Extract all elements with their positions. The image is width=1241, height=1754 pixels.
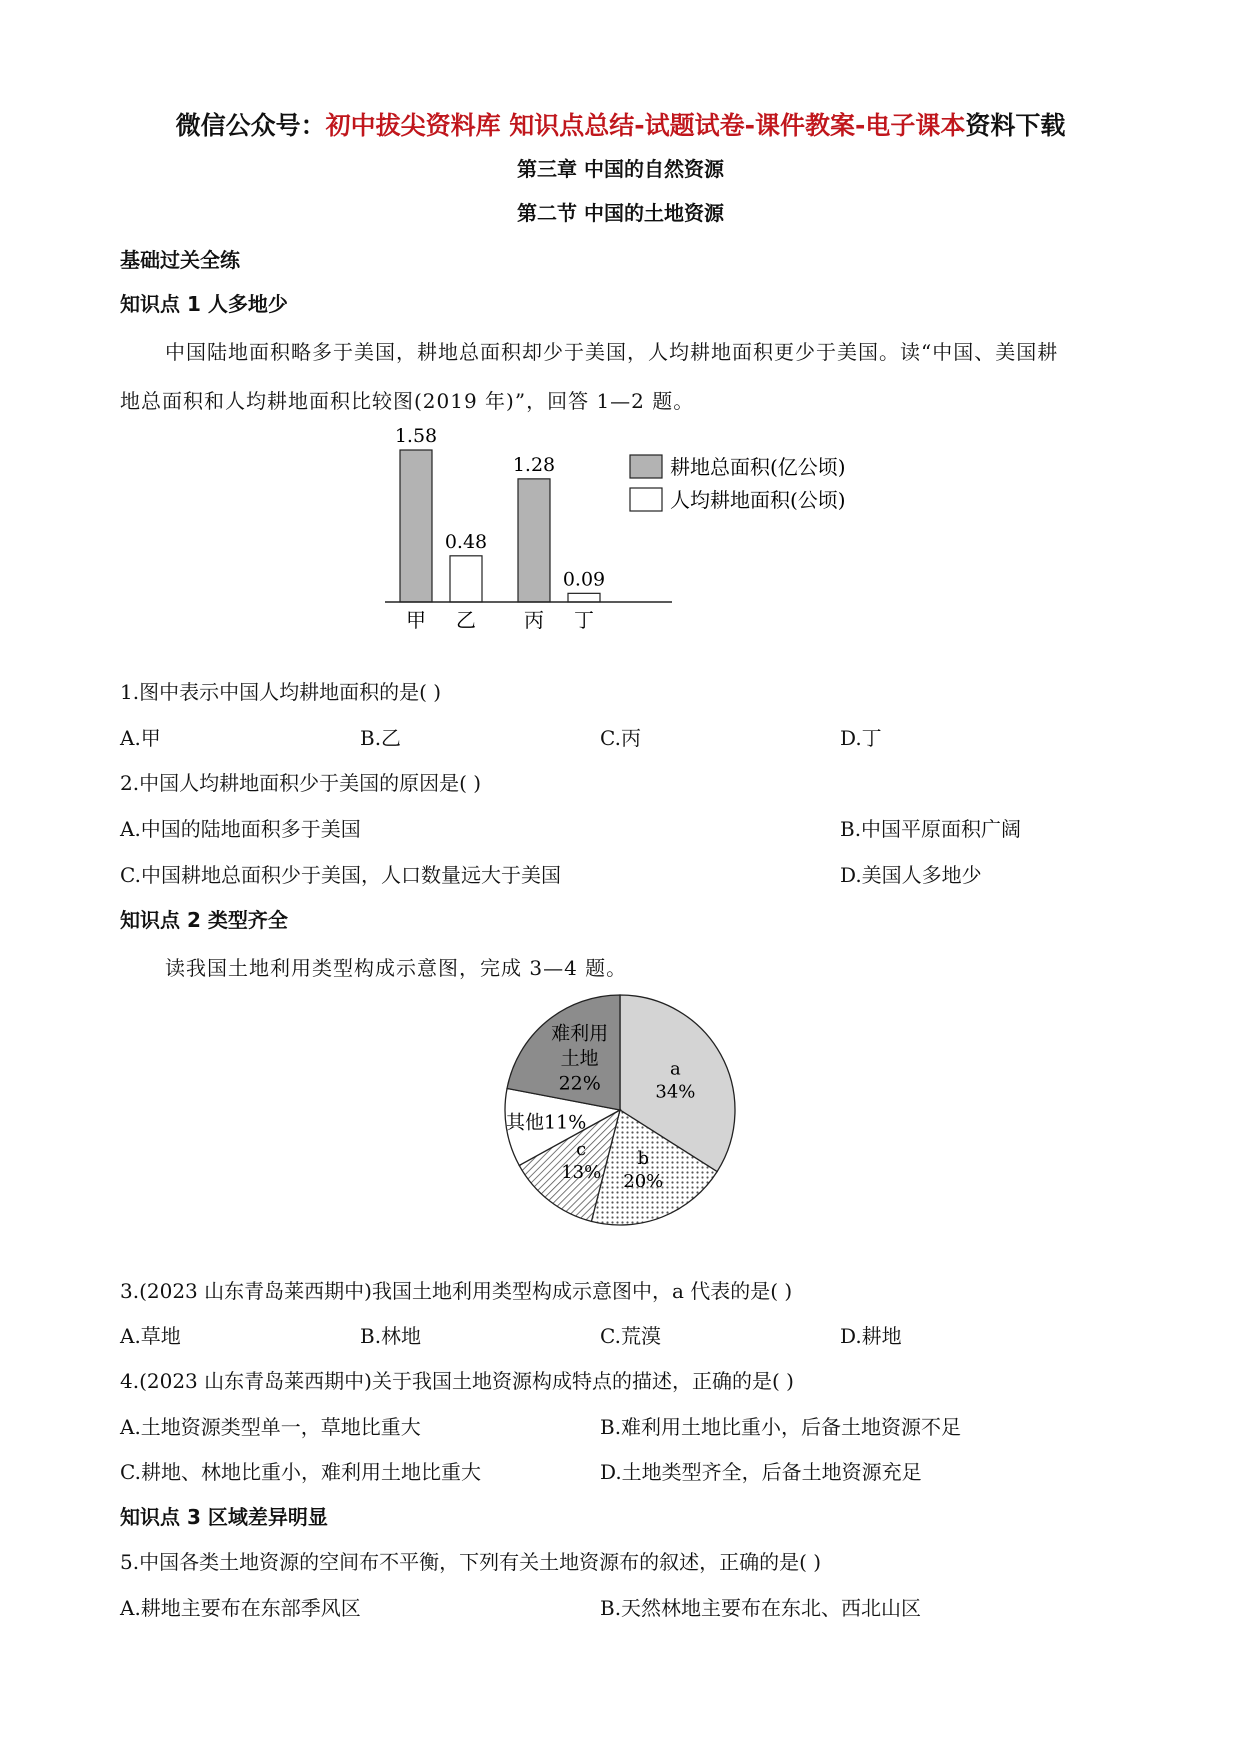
q2-option-b[interactable]: B.中国平原面积广阔	[840, 817, 1022, 841]
bar-category-label: 丙	[524, 608, 544, 632]
q3-option-b[interactable]: B.林地	[360, 1324, 422, 1348]
q4-option-b[interactable]: B.难利用土地比重小，后备土地资源不足	[600, 1415, 962, 1439]
q4-option-d[interactable]: D.土地类型齐全，后备土地资源充足	[600, 1460, 922, 1484]
bar-value-label: 1.28	[512, 453, 556, 476]
q1-option-c[interactable]: C.丙	[600, 726, 641, 750]
kp2-title: 知识点 2 类型齐全	[120, 908, 288, 932]
pie-label-letter: b	[637, 1147, 650, 1169]
bar-3	[518, 479, 550, 602]
pie-label-percent: 34%	[655, 1081, 696, 1103]
practice-title: 基础过关全练	[120, 248, 240, 272]
pie-label-name: 难利用	[551, 1022, 609, 1045]
legend-label-percapita: 人均耕地面积(公顷)	[670, 488, 846, 512]
bar-chart-bars	[395, 425, 605, 632]
bar-1	[400, 450, 432, 602]
header-prefix: 微信公众号：	[175, 111, 326, 140]
bar-value-label: 1.58	[394, 425, 438, 447]
bar-category-label: 乙	[456, 608, 476, 632]
pie-label-letter: a	[670, 1058, 681, 1080]
kp1-intro-line1: 中国陆地面积略多于美国，耕地总面积却少于美国，人均耕地面积更少于美国。读“中国、美国耕	[165, 340, 1059, 364]
pie-label-other: 其他11%	[506, 1111, 587, 1134]
bar-category-label: 甲	[406, 608, 426, 632]
legend-label-total: 耕地总面积(亿公顷)	[670, 455, 846, 479]
q5-option-a[interactable]: A.耕地主要布在东部季风区	[120, 1596, 361, 1620]
kp1-intro-line2: 地总面积和人均耕地面积比较图(2019 年)”，回答 1—2 题。	[120, 389, 695, 413]
q5-stem: 5.中国各类土地资源的空间布不平衡，下列有关土地资源布的叙述，正确的是( )	[120, 1550, 822, 1574]
bar-value-label: 0.09	[562, 568, 606, 591]
q3-option-a[interactable]: A.草地	[120, 1324, 181, 1348]
q3-option-c[interactable]: C.荒漠	[600, 1324, 661, 1348]
kp1-title: 知识点 1 人多地少	[120, 292, 288, 316]
q5-option-b[interactable]: B.天然林地主要布在东北、西北山区	[600, 1596, 922, 1620]
bar-value-label: 0.48	[444, 530, 488, 553]
pie-chart	[495, 985, 745, 1235]
pie-label-percent: 22%	[558, 1072, 601, 1095]
pie-label-name: 土地	[560, 1047, 599, 1070]
header-suffix: 资料下载	[965, 111, 1066, 140]
page-header	[0, 106, 1241, 142]
q4-stem: 4.(2023 山东青岛莱西期中)关于我国土地资源构成特点的描述，正确的是( )	[120, 1369, 794, 1393]
q2-option-d[interactable]: D.美国人多地少	[840, 863, 982, 887]
header-highlight: 初中拔尖资料库 知识点总结-试题试卷-课件教案-电子课本	[325, 111, 966, 140]
q3-option-d[interactable]: D.耕地	[840, 1324, 902, 1348]
pie-label-percent: 13%	[561, 1161, 602, 1183]
q2-option-a[interactable]: A.中国的陆地面积多于美国	[120, 817, 361, 841]
bar-chart-legend	[630, 455, 846, 512]
q4-option-a[interactable]: A.土地资源类型单一，草地比重大	[120, 1415, 421, 1439]
bar-category-label: 丁	[574, 608, 594, 632]
pie-slices	[505, 995, 735, 1225]
q1-option-b[interactable]: B.乙	[360, 726, 402, 750]
q1-option-a[interactable]: A.甲	[120, 726, 161, 750]
q1-stem: 1.图中表示中国人均耕地面积的是( )	[120, 680, 442, 704]
q2-option-c[interactable]: C.中国耕地总面积少于美国，人口数量远大于美国	[120, 863, 561, 887]
q2-stem: 2.中国人均耕地面积少于美国的原因是( )	[120, 771, 482, 795]
pie-label-letter: c	[576, 1138, 587, 1160]
kp2-intro: 读我国土地利用类型构成示意图，完成 3—4 题。	[165, 956, 628, 980]
bar-chart	[360, 410, 880, 640]
bar-4	[568, 593, 600, 602]
section-title: 第二节 中国的土地资源	[517, 201, 724, 225]
q1-option-d[interactable]: D.丁	[840, 726, 882, 750]
legend-swatch-percapita	[630, 488, 662, 511]
pie-label-percent: 20%	[623, 1170, 664, 1192]
q4-option-c[interactable]: C.耕地、林地比重小，难利用土地比重大	[120, 1460, 481, 1484]
kp3-title: 知识点 3 区域差异明显	[120, 1505, 328, 1529]
q3-stem: 3.(2023 山东青岛莱西期中)我国土地利用类型构成示意图中，a 代表的是( )	[120, 1279, 793, 1303]
chapter-title: 第三章 中国的自然资源	[517, 157, 724, 181]
legend-swatch-total	[630, 455, 662, 478]
bar-2	[450, 556, 482, 602]
